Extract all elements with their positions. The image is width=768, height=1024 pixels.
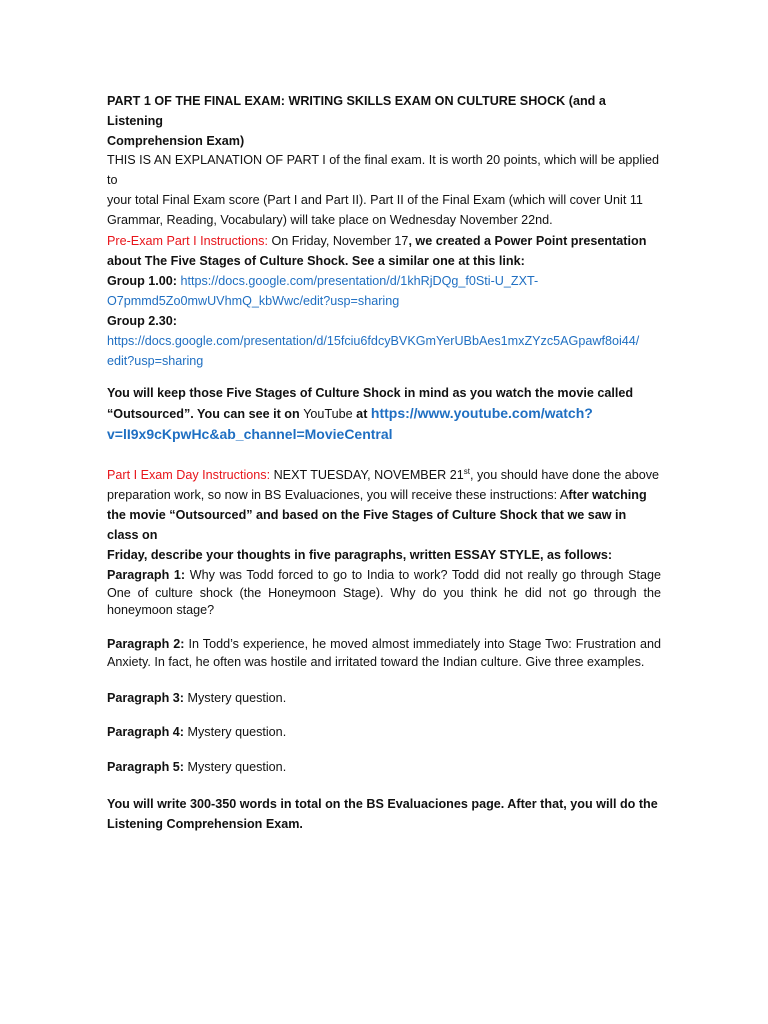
exam-day-label: Part I Exam Day Instructions: xyxy=(107,468,271,482)
paragraph-text: Mystery question. xyxy=(184,760,287,774)
exam-day-line: the movie “Outsourced” and based on the Five Stages of Culture Shock that we saw in class on xyxy=(107,508,627,542)
pre-exam-section xyxy=(107,231,661,371)
closing-section xyxy=(107,794,661,834)
group1-link-continued[interactable]: O7pmmd5Zo0mwUVhmQ_kbWwc/edit?usp=sharing xyxy=(107,294,400,308)
pre-exam-text-bold: , we created a Power Point presentation xyxy=(408,234,647,248)
paragraph-5 xyxy=(107,757,661,777)
movie-line: You will keep those Five Stages of Culture Shock in mind as you watch the movie called xyxy=(107,386,634,400)
exam-day-text: , you should have done the above xyxy=(469,468,660,482)
group2-link[interactable]: https://docs.google.com/presentation/d/15fciu6fdcyBVKGmYerUBbAes1mxZYzc5AGpawf8oi44/ xyxy=(107,334,640,348)
intro-paragraph xyxy=(107,150,661,230)
paragraph-label: Paragraph 2: xyxy=(107,637,185,651)
intro-line: THIS IS AN EXPLANATION OF PART I of the final exam. It is worth 20 points, which will be applied to xyxy=(107,153,660,187)
youtube-text: YouTube xyxy=(303,407,353,421)
pre-exam-text: On Friday, November 17 xyxy=(267,234,409,248)
exam-day-section xyxy=(107,465,661,565)
youtube-link[interactable]: https://www.youtube.com/watch? xyxy=(370,405,593,421)
closing-line: You will write 300-350 words in total on the BS Evaluaciones page. After that, you will do the xyxy=(107,797,658,811)
title-line: Comprehension Exam) xyxy=(107,134,245,148)
ordinal-suffix: st xyxy=(463,466,470,476)
title-line: PART 1 OF THE FINAL EXAM: WRITING SKILLS EXAM ON CULTURE SHOCK (and a Listening xyxy=(107,94,606,128)
paragraph-text: Why was Todd forced to go to India to work? Todd did not really go through Stage One of culture shock (the Honeymoon Stage). Why do you think he did not go through the honeymoon stage? xyxy=(107,568,661,617)
movie-section xyxy=(107,383,661,444)
group1-link[interactable]: https://docs.google.com/presentation/d/1khRjDQg_f0Sti-U_ZXT- xyxy=(180,274,539,288)
youtube-link-continued[interactable]: v=lI9x9cKpwHc&ab_channel=MovieCentral xyxy=(107,426,393,442)
pre-exam-line: about The Five Stages of Culture Shock. See a similar one at this link: xyxy=(107,254,525,268)
exam-day-line: Friday, describe your thoughts in five paragraphs, written ESSAY STYLE, as follows: xyxy=(107,548,613,562)
group2-label: Group 2.30: xyxy=(107,314,177,328)
paragraph-label: Paragraph 1: xyxy=(107,568,186,582)
paragraph-label: Paragraph 3: xyxy=(107,691,184,705)
exam-day-text-bold: fter watching xyxy=(568,488,647,502)
paragraph-label: Paragraph 4: xyxy=(107,725,184,739)
paragraph-4 xyxy=(107,722,661,742)
exam-day-text: NEXT TUESDAY, NOVEMBER 21 xyxy=(270,468,464,482)
movie-text: “Outsourced”. You can see it on xyxy=(107,407,304,421)
closing-line: Listening Comprehension Exam. xyxy=(107,817,303,831)
paragraph-text: Mystery question. xyxy=(184,691,287,705)
paragraph-text: In Todd’s experience, he moved almost immediately into Stage Two: Frustration and Anxiety. In fact, he often was hostile and irritated toward the Indian culture. Give three examples. xyxy=(107,637,661,669)
paragraph-text: Mystery question. xyxy=(184,725,287,739)
pre-exam-label: Pre-Exam Part I Instructions: xyxy=(107,234,268,248)
group2-link-continued[interactable]: edit?usp=sharing xyxy=(107,354,204,368)
paragraph-label: Paragraph 5: xyxy=(107,760,184,774)
paragraph-3 xyxy=(107,688,661,708)
document-title xyxy=(107,91,661,151)
paragraph-1 xyxy=(107,567,661,620)
paragraph-2 xyxy=(107,636,661,671)
intro-line: your total Final Exam score (Part I and Part II). Part II of the Final Exam (which will cover Unit 11 xyxy=(107,193,643,207)
intro-line: Grammar, Reading, Vocabulary) will take place on Wednesday November 22nd. xyxy=(107,213,553,227)
movie-text: at xyxy=(352,407,371,421)
group1-label: Group 1.00: xyxy=(107,274,181,288)
exam-day-text: preparation work, so now in BS Evaluaciones, you will receive these instructions: A xyxy=(107,488,569,502)
